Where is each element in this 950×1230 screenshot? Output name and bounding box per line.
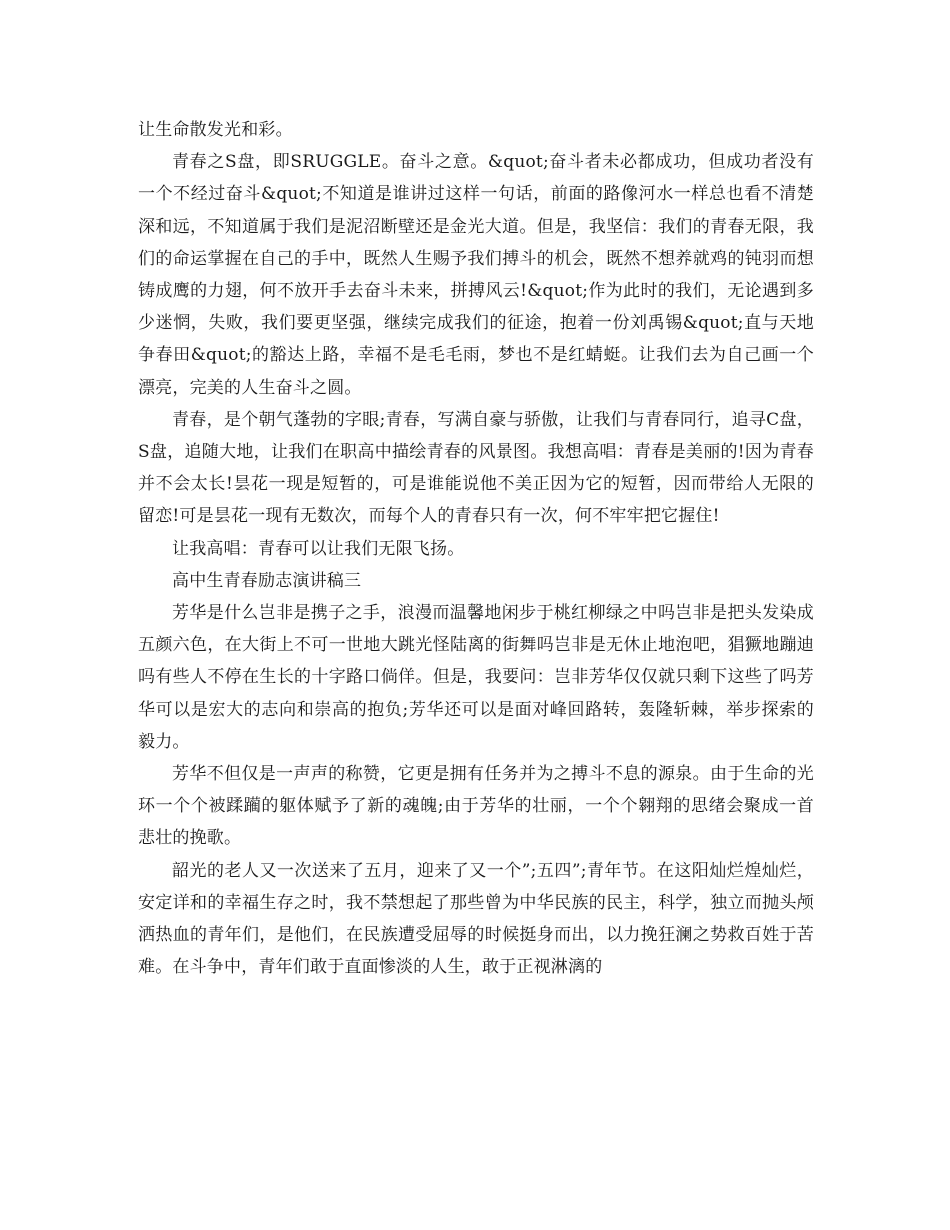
paragraph-2: 青春之S盘，即SRUGGLE。奋斗之意。&quot;奋斗者未必都成功，但成功者没有一个不经过奋斗&quot;不知道是谁讲过这样一句话，前面的路像河水一样总也看不清楚深和远，不知道属于我们是泥沼断壁还是金光大道。但是，我坚信：我们的青春无限，我们的命运掌握在自己的手中，既然人生赐予我们搏斗的机会，既然不想养就鸡的钝羽而想铸成鹰的力翅，何不放开手去奋斗未来，拼搏风云!&quot;作为此时的我们，无论遇到多少迷惘，失败，我们要更坚强，继续完成我们的征途，抱着一份刘禹锡&quot;直与天地争春田&quot;的豁达上路，幸福不是毛毛雨，梦也不是红蜻蜓。让我们去为自己画一个漂亮，完美的人生奋斗之圆。 (138, 152, 814, 398)
paragraph-1: 让生命散发光和彩。 (138, 120, 293, 140)
paragraph-6: 芳华是什么岂非是携子之手，浪漫而温馨地闲步于桃红柳绿之中吗岂非是把头发染成五颜六色，在大街上不可一世地大跳光怪陆离的街舞吗岂非是无休止地泡吧，猖獗地蹦迪吗有些人不停在生长的十字路口倘佯。但是，我要问：岂非芳华仅仅就只剩下这些了吗芳华可以是宏大的志向和崇高的抱负;芳华还可以是面对峰回路转，轰隆斩棘，举步探索的毅力。 (138, 603, 814, 752)
paragraph-4: 让我高唱：青春可以让我们无限飞扬。 (172, 538, 465, 559)
paragraph-8: 韶光的老人又一次送来了五月，迎来了又一个”;五四”;青年节。在这阳灿烂煌灿烂，安定详和的幸福生存之时，我不禁想起了那些曾为中华民族的民主，科学，独立而抛头颅洒热血的青年们，是他们，在民族遭受屈辱的时候挺身而出，以力挽狂澜之势救百姓于苦难。在斗争中，青年们敢于直面惨淡的人生，敢于正视淋漓的 (138, 860, 814, 978)
paragraph-7: 芳华不但仅是一声声的称赞，它更是拥有任务并为之搏斗不息的源泉。由于生命的光环一个个被蹂躏的躯体赋予了新的魂魄;由于芳华的壮丽，一个个翱翔的思绪会聚成一首悲壮的挽歌。 (138, 764, 814, 849)
section-heading: 高中生青春励志演讲稿三 (172, 570, 362, 591)
paragraph-3: 青春，是个朝气蓬勃的字眼;青春，写满自豪与骄傲，让我们与青春同行，追寻C盘，S盘，追随大地，让我们在职高中描绘青春的风景图。我想高唱：青春是美丽的!因为青春并不会太长!昙花一现是短暂的，可是谁能说他不美正因为它的短暂，因而带给人无限的留恋!可是昙花一现有无数次，而每个人的青春只有一次，何不牢牢把它握住! (138, 409, 814, 527)
document-page (138, 114, 814, 983)
